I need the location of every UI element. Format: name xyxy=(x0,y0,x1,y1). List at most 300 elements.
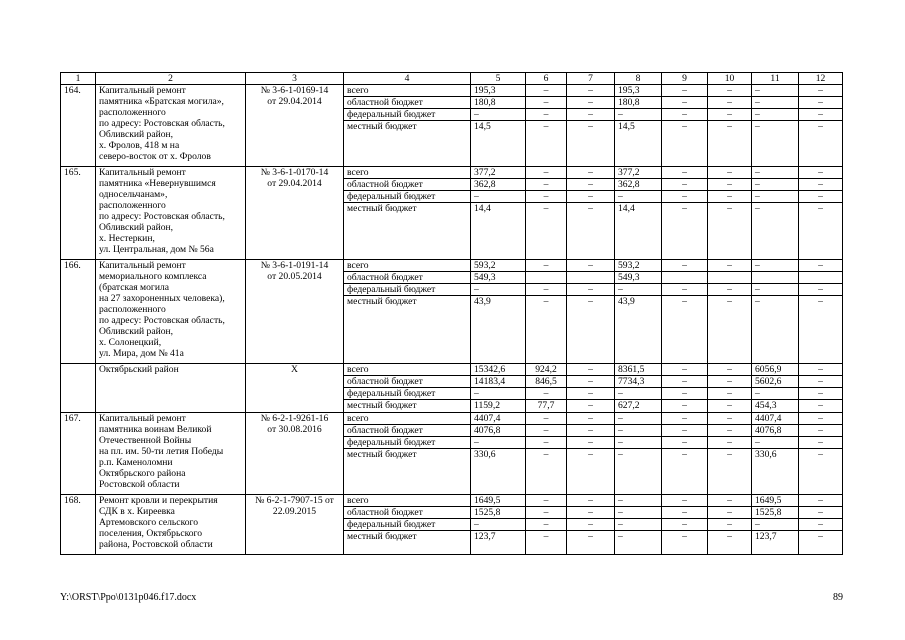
value-cell: – xyxy=(526,191,567,203)
value-cell: 1525,8 xyxy=(471,507,526,519)
value-cell: – xyxy=(752,203,799,260)
value-cell: – xyxy=(567,191,615,203)
header-cell: 6 xyxy=(526,73,567,85)
value-cell: 14,5 xyxy=(615,121,662,167)
value-cell: – xyxy=(708,364,752,376)
description-line: по адресу: Ростовская область, xyxy=(99,211,225,222)
value-cell: 180,8 xyxy=(615,97,662,109)
item-number: 164. xyxy=(61,85,96,167)
header-cell: 9 xyxy=(662,73,708,85)
value-cell: – xyxy=(662,531,708,555)
value-cell: – xyxy=(567,531,615,555)
value-cell: – xyxy=(662,449,708,495)
value-cell: – xyxy=(799,260,843,272)
item-number: 167. xyxy=(61,413,96,495)
object-description xyxy=(96,495,246,555)
value-cell: – xyxy=(567,179,615,191)
file-path: Y:\ORST\Ppo\0131p046.f17.docx xyxy=(60,592,197,603)
value-cell: – xyxy=(526,109,567,121)
item-number xyxy=(61,364,96,413)
value-cell: – xyxy=(662,507,708,519)
value-cell: 4076,8 xyxy=(471,425,526,437)
value-cell: – xyxy=(567,449,615,495)
value-cell: – xyxy=(567,495,615,507)
description-line: на пл. им. 50-ти летия Победы xyxy=(99,446,224,457)
value-cell xyxy=(799,272,843,284)
value-cell: – xyxy=(708,109,752,121)
document-line: от 30.08.2016 xyxy=(267,424,322,435)
value-cell: 14,4 xyxy=(471,203,526,260)
value-cell: 454,3 xyxy=(752,400,799,413)
description-line: района, Ростовской области xyxy=(99,539,213,550)
value-cell: – xyxy=(799,203,843,260)
funding-source: местный бюджет xyxy=(344,531,471,555)
value-cell: – xyxy=(615,449,662,495)
value-cell: 1525,8 xyxy=(752,507,799,519)
value-cell: – xyxy=(708,449,752,495)
value-cell: – xyxy=(662,191,708,203)
value-cell: – xyxy=(662,495,708,507)
funding-source: всего xyxy=(344,364,471,376)
value-cell: – xyxy=(708,425,752,437)
value-cell: 4407,4 xyxy=(752,413,799,425)
value-cell: 6056,9 xyxy=(752,364,799,376)
value-cell: 1649,5 xyxy=(471,495,526,507)
table-row xyxy=(61,495,843,507)
funding-source: местный бюджет xyxy=(344,449,471,495)
value-cell: – xyxy=(662,109,708,121)
value-cell: – xyxy=(662,284,708,296)
table-row xyxy=(61,364,843,376)
value-cell: – xyxy=(567,109,615,121)
value-cell xyxy=(708,272,752,284)
value-cell: – xyxy=(615,507,662,519)
table-row xyxy=(61,413,843,425)
funding-source: местный бюджет xyxy=(344,121,471,167)
description-line: мемориального комплекса xyxy=(99,271,207,282)
value-cell xyxy=(752,272,799,284)
description-line: памятника «Невернувшимся xyxy=(99,178,216,189)
funding-source: всего xyxy=(344,260,471,272)
value-cell: – xyxy=(526,296,567,364)
funding-source: всего xyxy=(344,413,471,425)
funding-source: областной бюджет xyxy=(344,272,471,284)
value-cell: – xyxy=(567,260,615,272)
value-cell: – xyxy=(799,425,843,437)
value-cell: – xyxy=(752,284,799,296)
value-cell: – xyxy=(526,260,567,272)
value-cell: – xyxy=(799,167,843,179)
description-line: Капитальный ремонт xyxy=(99,260,186,271)
value-cell: – xyxy=(662,400,708,413)
document-line: X xyxy=(291,364,298,375)
value-cell: – xyxy=(752,191,799,203)
description-line: ул. Центральная, дом № 56а xyxy=(99,244,214,255)
value-cell: 377,2 xyxy=(615,167,662,179)
header-cell: 7 xyxy=(567,73,615,85)
value-cell: – xyxy=(471,388,526,400)
value-cell: – xyxy=(471,284,526,296)
description-line: Ростовской области xyxy=(99,479,180,490)
value-cell: – xyxy=(567,85,615,97)
funding-source: областной бюджет xyxy=(344,507,471,519)
value-cell: 43,9 xyxy=(615,296,662,364)
value-cell: – xyxy=(662,203,708,260)
value-cell: – xyxy=(708,167,752,179)
value-cell: – xyxy=(526,388,567,400)
document-line: 22.09.2015 xyxy=(272,506,317,517)
value-cell: 8361,5 xyxy=(615,364,662,376)
funding-source: федеральный бюджет xyxy=(344,388,471,400)
value-cell: 15342,6 xyxy=(471,364,526,376)
document-reference xyxy=(246,413,344,495)
description-line: ул. Мира, дом № 41а xyxy=(99,348,184,359)
funding-source: всего xyxy=(344,85,471,97)
value-cell: – xyxy=(662,97,708,109)
value-cell: – xyxy=(708,260,752,272)
value-cell: 14183,4 xyxy=(471,376,526,388)
value-cell: – xyxy=(615,531,662,555)
value-cell: – xyxy=(526,495,567,507)
value-cell: – xyxy=(799,388,843,400)
value-cell: – xyxy=(799,531,843,555)
value-cell: – xyxy=(662,388,708,400)
value-cell: 330,6 xyxy=(471,449,526,495)
value-cell: – xyxy=(799,376,843,388)
document-line: № 3-6-1-0191-14 xyxy=(260,260,329,271)
description-line: Отечественной Войны xyxy=(99,435,192,446)
funding-source: областной бюджет xyxy=(344,179,471,191)
value-cell: – xyxy=(567,97,615,109)
value-cell: – xyxy=(567,425,615,437)
value-cell: – xyxy=(526,519,567,531)
header-cell: 12 xyxy=(799,73,843,85)
description-line: СДК в х. Киреевка xyxy=(99,506,175,517)
value-cell: – xyxy=(799,437,843,449)
funding-source: областной бюджет xyxy=(344,425,471,437)
value-cell: – xyxy=(799,449,843,495)
value-cell: 362,8 xyxy=(615,179,662,191)
funding-source: областной бюджет xyxy=(344,97,471,109)
value-cell: – xyxy=(662,376,708,388)
table-row xyxy=(61,85,843,97)
value-cell: 362,8 xyxy=(471,179,526,191)
value-cell: 627,2 xyxy=(615,400,662,413)
value-cell: – xyxy=(799,507,843,519)
value-cell: 43,9 xyxy=(471,296,526,364)
document-line: от 20.05.2014 xyxy=(267,271,322,282)
value-cell: – xyxy=(708,519,752,531)
value-cell: 14,4 xyxy=(615,203,662,260)
value-cell: 1649,5 xyxy=(752,495,799,507)
funding-source: местный бюджет xyxy=(344,400,471,413)
value-cell: – xyxy=(662,167,708,179)
value-cell: – xyxy=(567,121,615,167)
value-cell: – xyxy=(615,413,662,425)
value-cell: – xyxy=(471,519,526,531)
value-cell: – xyxy=(567,388,615,400)
description-line: Капитальный ремонт xyxy=(99,413,186,424)
value-cell: – xyxy=(662,296,708,364)
value-cell: 123,7 xyxy=(752,531,799,555)
description-line: х. Солонецкий, xyxy=(99,337,162,348)
funding-source: всего xyxy=(344,495,471,507)
value-cell: 14,5 xyxy=(471,121,526,167)
value-cell: – xyxy=(526,531,567,555)
value-cell: – xyxy=(708,531,752,555)
value-cell: – xyxy=(799,97,843,109)
value-cell: – xyxy=(708,85,752,97)
value-cell: – xyxy=(752,437,799,449)
document-reference xyxy=(246,364,344,413)
value-cell: – xyxy=(526,97,567,109)
description-line: расположенного xyxy=(99,304,166,315)
value-cell: 4407,4 xyxy=(471,413,526,425)
funding-source: всего xyxy=(344,167,471,179)
value-cell: – xyxy=(471,437,526,449)
value-cell: – xyxy=(708,413,752,425)
document-page xyxy=(60,72,843,555)
value-cell: – xyxy=(799,179,843,191)
value-cell: 846,5 xyxy=(526,376,567,388)
value-cell: – xyxy=(567,437,615,449)
value-cell: – xyxy=(471,109,526,121)
description-line: х. Нестеркин, xyxy=(99,233,155,244)
value-cell: – xyxy=(752,260,799,272)
description-line: Октябрьский район xyxy=(99,364,179,375)
object-description xyxy=(96,260,246,364)
value-cell: – xyxy=(708,284,752,296)
description-line: Обливский район, xyxy=(99,222,174,233)
header-cell: 4 xyxy=(344,73,471,85)
item-number: 168. xyxy=(61,495,96,555)
value-cell: – xyxy=(615,437,662,449)
description-line: по адресу: Ростовская область, xyxy=(99,118,225,129)
document-line: от 29.04.2014 xyxy=(267,178,322,189)
value-cell: – xyxy=(799,109,843,121)
value-cell: – xyxy=(567,507,615,519)
value-cell: – xyxy=(752,388,799,400)
value-cell: – xyxy=(708,507,752,519)
table-row xyxy=(61,260,843,272)
value-cell: – xyxy=(708,400,752,413)
document-reference xyxy=(246,260,344,364)
value-cell: – xyxy=(615,519,662,531)
value-cell: – xyxy=(662,413,708,425)
funding-source: федеральный бюджет xyxy=(344,519,471,531)
value-cell: – xyxy=(662,364,708,376)
object-description xyxy=(96,364,246,413)
description-line: Октябрьского района xyxy=(99,468,186,479)
value-cell: 593,2 xyxy=(471,260,526,272)
value-cell: – xyxy=(752,167,799,179)
value-cell: – xyxy=(526,284,567,296)
value-cell: – xyxy=(526,425,567,437)
value-cell: – xyxy=(752,519,799,531)
object-description xyxy=(96,167,246,260)
value-cell: – xyxy=(708,121,752,167)
value-cell: 4076,8 xyxy=(752,425,799,437)
description-line: поселения, Октябрьского xyxy=(99,528,203,539)
value-cell: 195,3 xyxy=(471,85,526,97)
document-reference xyxy=(246,167,344,260)
description-line: (братская могила xyxy=(99,282,170,293)
description-line: Обливский район, xyxy=(99,129,174,140)
document-line: № 6-2-1-7907-15 от xyxy=(255,495,334,506)
header-cell: 11 xyxy=(752,73,799,85)
value-cell: – xyxy=(799,296,843,364)
document-reference xyxy=(246,85,344,167)
value-cell: – xyxy=(799,191,843,203)
funding-source: областной бюджет xyxy=(344,376,471,388)
value-cell: – xyxy=(567,519,615,531)
funding-source: федеральный бюджет xyxy=(344,437,471,449)
value-cell: – xyxy=(471,191,526,203)
value-cell: – xyxy=(799,121,843,167)
value-cell: – xyxy=(708,191,752,203)
value-cell: – xyxy=(708,376,752,388)
value-cell: – xyxy=(708,388,752,400)
value-cell: – xyxy=(799,364,843,376)
description-line: х. Фролов, 418 м на xyxy=(99,140,180,151)
value-cell: – xyxy=(615,388,662,400)
description-line: памятника воинам Великой xyxy=(99,424,212,435)
header-cell: 1 xyxy=(61,73,96,85)
value-cell: – xyxy=(662,437,708,449)
description-line: Артемовского сельского xyxy=(99,517,199,528)
description-line: расположенного xyxy=(99,200,166,211)
value-cell: – xyxy=(799,519,843,531)
value-cell: – xyxy=(567,413,615,425)
description-line: памятника «Братская могила», xyxy=(99,96,224,107)
funding-source: местный бюджет xyxy=(344,203,471,260)
value-cell: – xyxy=(752,121,799,167)
value-cell: 377,2 xyxy=(471,167,526,179)
value-cell: 1159,2 xyxy=(471,400,526,413)
header-cell: 5 xyxy=(471,73,526,85)
value-cell: – xyxy=(708,203,752,260)
description-line: р.п. Каменоломни xyxy=(99,457,173,468)
value-cell: – xyxy=(708,296,752,364)
value-cell: – xyxy=(567,284,615,296)
value-cell: – xyxy=(752,109,799,121)
description-line: односельчанам», xyxy=(99,189,168,200)
object-description xyxy=(96,413,246,495)
value-cell: – xyxy=(662,519,708,531)
value-cell: – xyxy=(662,260,708,272)
page-number: 89 xyxy=(833,592,843,603)
value-cell: – xyxy=(567,296,615,364)
value-cell: – xyxy=(526,437,567,449)
column-number-row xyxy=(61,73,843,85)
value-cell: 195,3 xyxy=(615,85,662,97)
value-cell: – xyxy=(799,413,843,425)
header-cell: 2 xyxy=(96,73,246,85)
value-cell: – xyxy=(567,376,615,388)
description-line: Ремонт кровли и перекрытия xyxy=(99,495,218,506)
value-cell: 549,3 xyxy=(615,272,662,284)
value-cell: – xyxy=(567,364,615,376)
value-cell: – xyxy=(526,507,567,519)
value-cell: – xyxy=(615,284,662,296)
value-cell: 123,7 xyxy=(471,531,526,555)
funding-source: федеральный бюджет xyxy=(344,284,471,296)
value-cell: – xyxy=(662,121,708,167)
document-line: № 6-2-1-9261-16 xyxy=(260,413,329,424)
item-number: 166. xyxy=(61,260,96,364)
value-cell: 180,8 xyxy=(471,97,526,109)
value-cell: 7734,3 xyxy=(615,376,662,388)
value-cell: – xyxy=(662,425,708,437)
description-line: северо-восток от х. Фролов xyxy=(99,151,211,162)
value-cell: 593,2 xyxy=(615,260,662,272)
document-line: от 29.04.2014 xyxy=(267,96,322,107)
value-cell: – xyxy=(752,296,799,364)
value-cell: – xyxy=(526,203,567,260)
header-cell: 3 xyxy=(246,73,344,85)
value-cell: – xyxy=(708,437,752,449)
value-cell: 924,2 xyxy=(526,364,567,376)
description-line: на 27 захороненных человека), xyxy=(99,293,225,304)
document-reference xyxy=(246,495,344,555)
value-cell: – xyxy=(752,85,799,97)
value-cell: – xyxy=(708,179,752,191)
header-cell: 10 xyxy=(708,73,752,85)
item-number: 165. xyxy=(61,167,96,260)
value-cell: – xyxy=(526,121,567,167)
header-cell: 8 xyxy=(615,73,662,85)
value-cell: – xyxy=(615,495,662,507)
document-line: № 3-6-1-0169-14 xyxy=(260,85,329,96)
value-cell xyxy=(526,272,567,284)
value-cell: – xyxy=(662,179,708,191)
value-cell xyxy=(662,272,708,284)
value-cell: 5602,6 xyxy=(752,376,799,388)
value-cell: – xyxy=(615,109,662,121)
value-cell: – xyxy=(752,97,799,109)
table-body xyxy=(61,73,843,555)
value-cell: – xyxy=(615,425,662,437)
value-cell: 77,7 xyxy=(526,400,567,413)
object-description xyxy=(96,85,246,167)
funding-source: местный бюджет xyxy=(344,296,471,364)
value-cell xyxy=(567,272,615,284)
document-line: № 3-6-1-0170-14 xyxy=(260,167,329,178)
value-cell: – xyxy=(567,400,615,413)
value-cell: – xyxy=(708,495,752,507)
value-cell: – xyxy=(567,203,615,260)
budget-table xyxy=(60,72,843,555)
description-line: Капитальный ремонт xyxy=(99,167,186,178)
value-cell: – xyxy=(526,167,567,179)
value-cell: – xyxy=(799,495,843,507)
description-line: по адресу: Ростовская область, xyxy=(99,315,225,326)
description-line: Обливский район, xyxy=(99,326,174,337)
table-row xyxy=(61,167,843,179)
value-cell: – xyxy=(662,85,708,97)
value-cell: – xyxy=(799,284,843,296)
value-cell: – xyxy=(526,179,567,191)
value-cell: – xyxy=(708,97,752,109)
funding-source: федеральный бюджет xyxy=(344,191,471,203)
funding-source: федеральный бюджет xyxy=(344,109,471,121)
value-cell: – xyxy=(526,449,567,495)
value-cell: – xyxy=(526,413,567,425)
description-line: расположенного xyxy=(99,107,166,118)
value-cell: – xyxy=(799,85,843,97)
value-cell: – xyxy=(615,191,662,203)
value-cell: 330,6 xyxy=(752,449,799,495)
